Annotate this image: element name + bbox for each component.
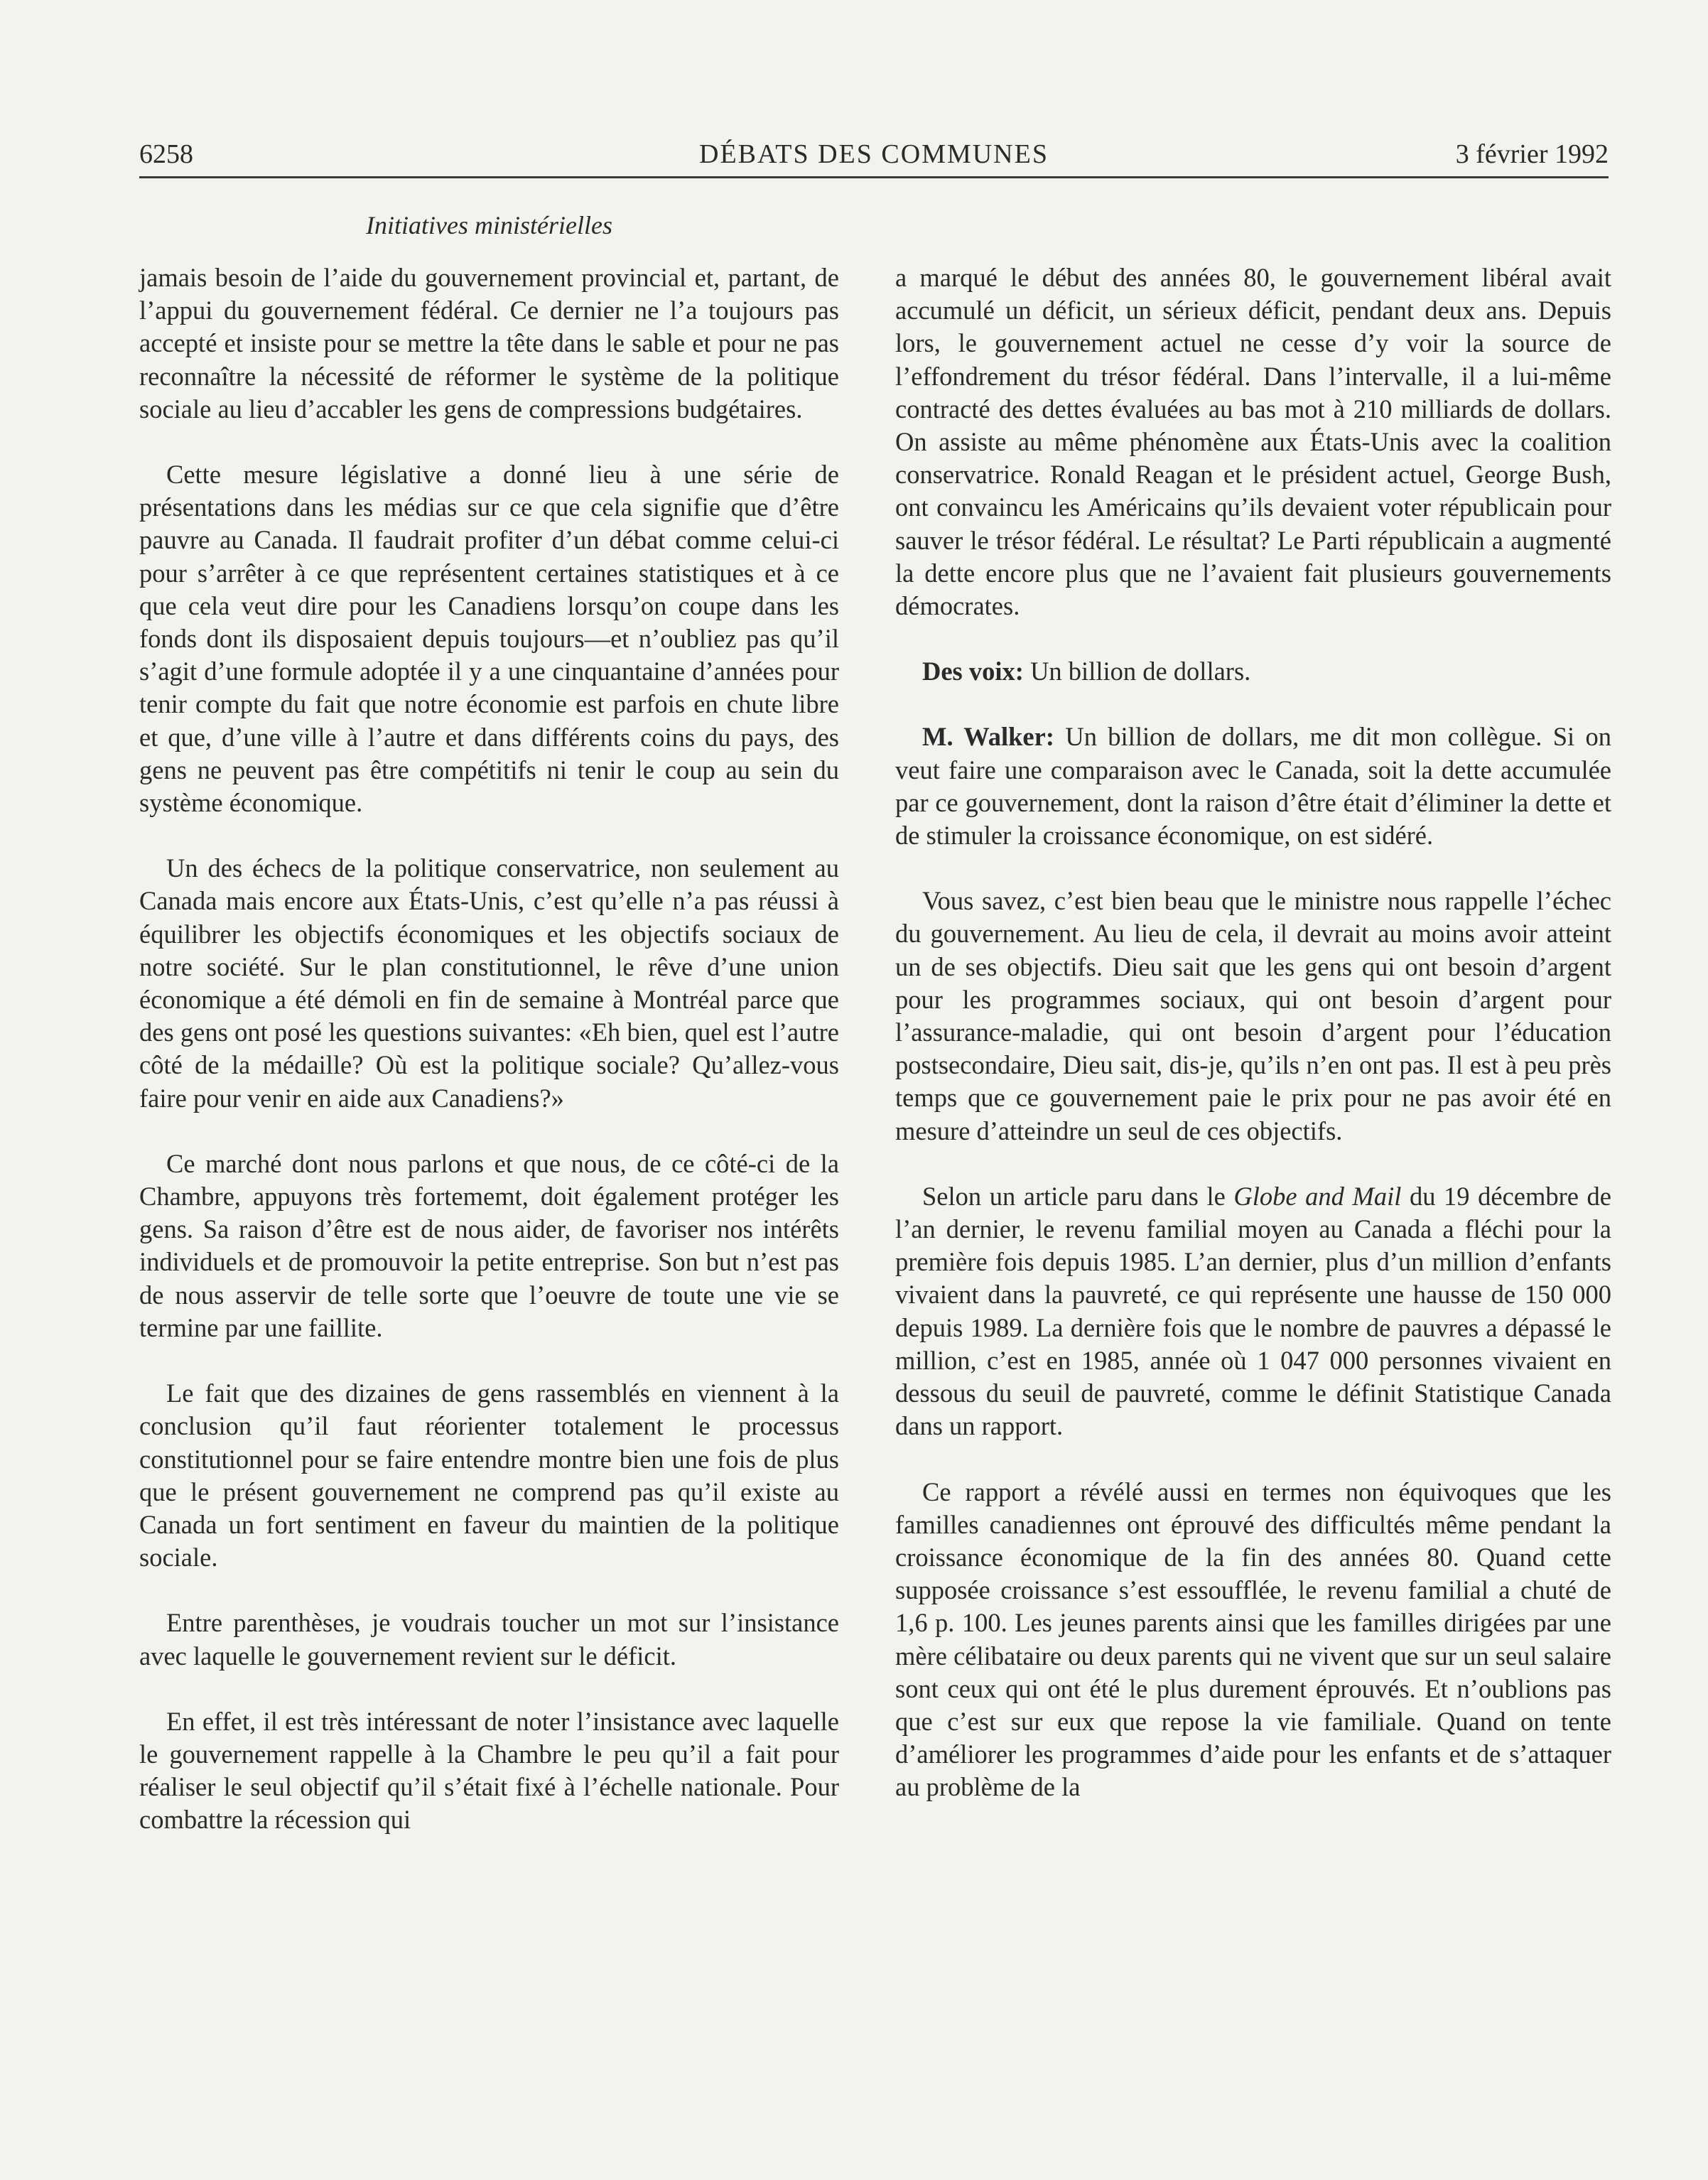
paragraph: a marqué le début des années 80, le gouvernement libéral avait accumulé un déficit, un sérieux déficit, pendant deux ans. Depuis lors, le gouvernement actuel ne cesse d’y voir la source de l’effondrement du trésor fédéral. Dans l’intervalle, il a lui-même contracté des dettes évaluées au bas mot à 210 milliards de dollars. On assiste au même phénomène aux États-Unis avec la coalition conservatrice. Ronald Reagan et le président actuel, George Bush, ont convaincu les Américains qu’ils devaient voter républicain pour sauver le trésor fédéral. Le résultat? Le Parti républicain a augmenté la dette encore plus que ne l’avaient fait plusieurs gouvernements démocrates. xyxy=(895,263,1611,621)
paragraph: Un des échecs de la politique conservatrice, non seulement au Canada mais encore aux États-Unis, c’est qu’elle n’a pas réussi à équilibrer les objectifs économiques et les objectifs sociaux de notre société. Sur le plan constitutionnel, le rêve d’une union économique a été démoli en fin de semaine à Montréal parce que des gens ont posé les questions suivantes: «Eh bien, quel est l’autre côté de la médaille? Où est la politique sociale? Qu’allez-vous faire pour venir en aide aux Canadiens?» xyxy=(139,853,839,1113)
paragraph: Ce rapport a révélé aussi en termes non équivoques que les familles canadiennes ont éprouvé des difficultés même pendant la croissance économique de la fin des années 80. Quand cette supposée croissance s’est essoufflée, le revenu familial a chuté de 1,6 p. 100. Les jeunes parents ainsi que les familles dirigées par une mère célibataire ou deux parents qui ne vivent que sur un seul salaire sont ceux qui ont été le plus durement éprouvés. Et n’oublions pas que c’est sur eux que repose la vie familiale. Quand on tente d’améliorer les programmes d’aide pour les enfants et de s’attaquer au problème de la xyxy=(895,1477,1611,1802)
text-run: du 19 décembre de l’an dernier, le revenu familial moyen au Canada a fléchi pour la première fois depuis 1985. L’an dernier, plus d’un million d’enfants vivaient dans la pauvreté, ce qui représente une hausse de 150 000 depuis 1989. La dernière fois que le nombre de pauvres a dépassé le million, c’est en 1985, année où 1 047 000 personnes vivaient en dessous du seuil de pauvreté, comme le définit Statistique Canada dans un rapport. xyxy=(895,1181,1611,1441)
speech-paragraph xyxy=(895,721,1611,852)
paragraph: Ce marché dont nous parlons et que nous, de ce côté-ci de la Chambre, appuyons très fortememt, doit également protéger les gens. Sa raison d’être est de nous aider, de favoriser nos intérêts individuels et de promouvoir la petite entreprise. Son but n’est pas de nous asservir de telle sorte que l’oeuvre de toute une vie se termine par une faillite. xyxy=(139,1148,839,1342)
paragraph xyxy=(895,1180,1611,1443)
left-column xyxy=(139,261,839,1869)
header-rule xyxy=(139,176,1609,178)
speaker-name: Des voix: xyxy=(922,657,1024,686)
right-column xyxy=(895,261,1611,1837)
paragraph: En effet, il est très intéressant de noter l’insistance avec laquelle le gouvernement rappelle à la Chambre le peu qu’il a fait pour réaliser le seul objectif qu’il s’était fixé à l’échelle nationale. Pour combattre la récession qui xyxy=(139,1706,839,1835)
page-header xyxy=(139,134,1609,175)
speech-paragraph xyxy=(895,655,1611,688)
speech-text: Un billion de dollars. xyxy=(1023,657,1251,686)
section-title: Initiatives ministérielles xyxy=(366,211,612,239)
issue-date: 3 février 1992 xyxy=(1455,139,1609,169)
paragraph: Cette mesure législative a donné lieu à une série de présentations dans les médias sur ce que cela signifie que d’être pauvre au Canada. Il faudrait profiter d’un débat comme celui-ci pour s’arrêter à ce que représentent certaines statistiques et à ce que cela veut dire pour les Canadiens lorsqu’on coupe dans les fonds dont ils disposaient depuis toujours—et n’oubliez pas qu’il s’agit d’une formule adoptée il y a une cinquantaine d’années pour tenir compte du fait que notre économie est parfois en chute libre et que, d’une ville à l’autre et dans différents coins du pays, des gens ne peuvent pas être compétitifs ni tenir le coup au sein du système économique. xyxy=(139,460,839,818)
paragraph: Entre parenthèses, je voudrais toucher un mot sur l’insistance avec laquelle le gouvernement revient sur le déficit. xyxy=(139,1608,839,1671)
journal-title: DÉBATS DES COMMUNES xyxy=(699,139,1049,169)
paragraph: Vous savez, c’est bien beau que le ministre nous rappelle l’échec du gouvernement. Au lieu de cela, il devrait au moins avoir atteint un de ses objectifs. Dieu sait que les gens qui ont besoin d’argent pour les programmes sociaux, qui ont besoin d’argent pour l’assurance-maladie, qui ont besoin d’argent pour l’éducation postsecondaire, Dieu sait, dis-je, qu’ils n’en ont pas. Il est à peu près temps que ce gouvernement paie le prix pour ne pas avoir été en mesure d’atteindre un seul de ces objectifs. xyxy=(895,886,1611,1145)
text-run: Selon un article paru dans le xyxy=(922,1181,1234,1211)
speaker-name: M. Walker: xyxy=(922,722,1054,752)
newspaper-title: Globe and Mail xyxy=(1233,1181,1402,1211)
page-number: 6258 xyxy=(139,139,193,169)
paragraph: jamais besoin de l’aide du gouvernement provincial et, partant, de l’appui du gouvernement fédéral. Ce dernier ne l’a toujours pas accepté et insiste pour se mettre la tête dans le sable et pour ne pas reconnaître la nécessité de réformer le système de la politique sociale au lieu d’accabler les gens de compressions budgétaires. xyxy=(139,263,839,423)
paragraph: Le fait que des dizaines de gens rassemblés en viennent à la conclusion qu’il faut réorienter totalement le processus constitutionnel pour se faire entendre montre bien une fois de plus que le présent gouvernement ne comprend pas qu’il existe au Canada un fort sentiment en faveur du maintien de la politique sociale. xyxy=(139,1378,839,1572)
speech-text: Un billion de dollars, me dit mon collègue. Si on veut faire une comparaison avec le Canada, soit la dette accumulée par ce gouvernement, dont la raison d’être était d’éliminer la dette et de stimuler la croissance économique, on est sidéré. xyxy=(895,722,1611,851)
